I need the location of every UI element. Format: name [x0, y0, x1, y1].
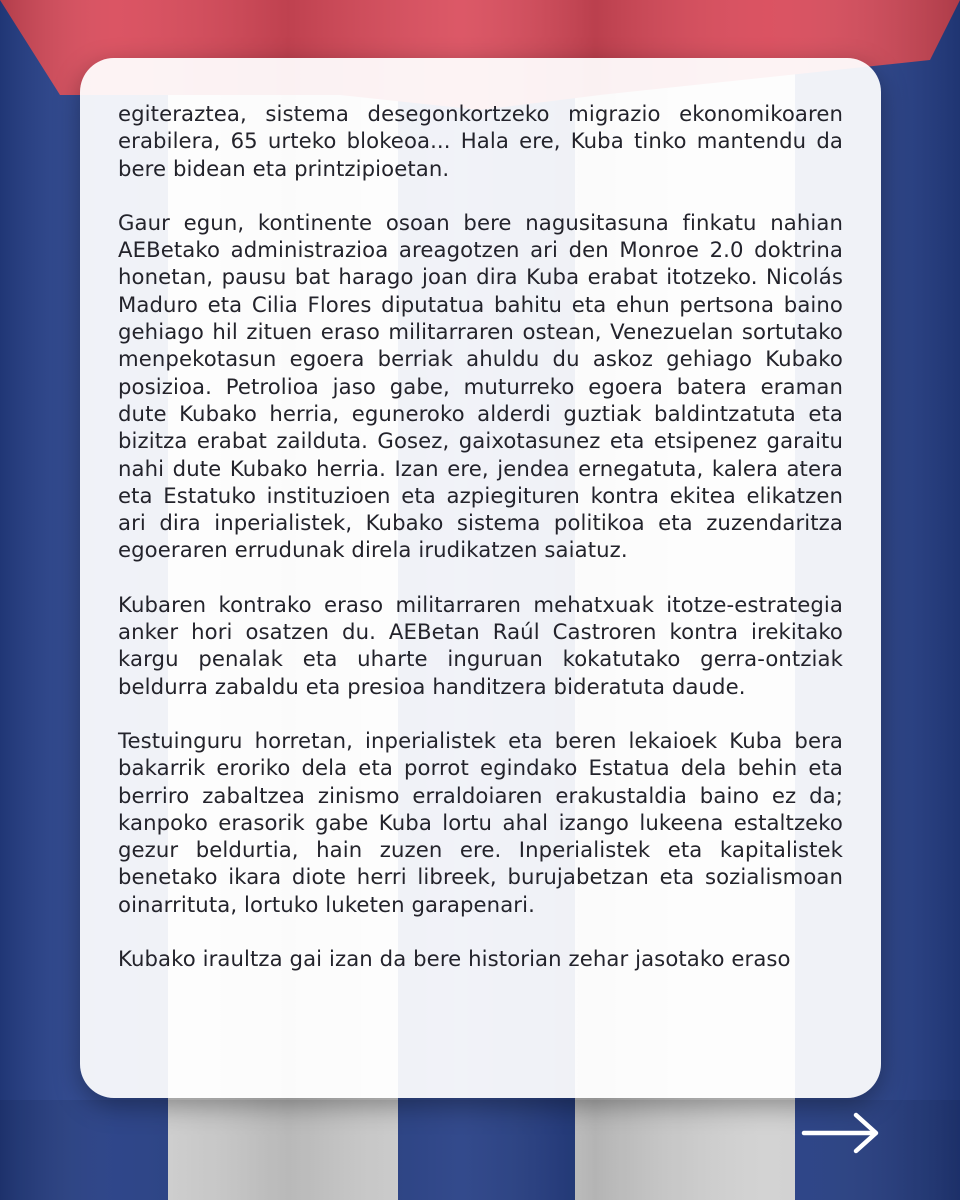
text-card: [80, 58, 881, 1098]
paragraph-3: Kubaren kontrako eraso militarraren mehatxuak itotze-estrategia anker hori osatzen du. AEBetan Raúl Castroren kontra irekitako kargu penalak eta uharte inguruan kokatutako gerra-ontziak beldurra zabaldu eta presioa handitzera bideratuta daude.: [118, 591, 843, 699]
paragraph-2: Gaur egun, kontinente osoan bere nagusitasuna finkatu nahian AEBetako administrazioa areagotzen ari den Monroe 2.0 doktrina honetan, pausu bat harago joan dira Kuba erabat itotzeko. Nicolás Maduro eta Cilia Flores diputatua bahitu eta ehun pertsona baino gehiago hil zituen eraso militarraren ostean, Venezuelan sortutako menpekotasun egoera berriak ahuldu du askoz gehiago Kubako posizioa. Petrolioa jaso gabe, muturreko egoera batera eraman dute Kubako herria, eguneroko alderdi guztiak baldintzatuta eta bizitza erabat zailduta. Gosez, gaixotasunez eta etsipenez garaitu nahi dute Kubako herria. Izan ere, jendea ernegatuta, kalera atera eta Estatuko instituzioen eta azpiegituren kontra ekitea elikatzen ari dira inperialistek, Kubako sistema politikoa eta zuzendaritza egoeraren errudunak direla irudikatzen saiatuz.: [118, 209, 843, 563]
paragraph-5: Kubako iraultza gai izan da bere historian zehar jasotako eraso: [118, 946, 791, 972]
paragraph-1: egiteraztea, sistema desegonkortzeko migrazio ekonomikoaren erabilera, 65 urteko blokeoa... Hala ere, Kuba tinko mantendu da bere bidean eta printzipioetan.: [118, 101, 843, 181]
paragraph-4: Testuinguru horretan, inperialistek eta beren lekaioek Kuba bera bakarrik eroriko dela eta porrot egindako Estatua dela behin eta berriro zabaltzea zinismo erraldoiaren erakustaldia baino ez da; kanpoko erasorik gabe Kuba lortu ahal izango lukeena estaltzeko gezur beldurtia, hain zuzen ere. Inperialistek eta kapitalistek benetako ikara diote herri libreek, burujabetzan eta sozialismoan oinarrituta, lortuko luketen garapenari.: [118, 727, 843, 917]
arrow-right-icon[interactable]: [800, 1110, 884, 1156]
